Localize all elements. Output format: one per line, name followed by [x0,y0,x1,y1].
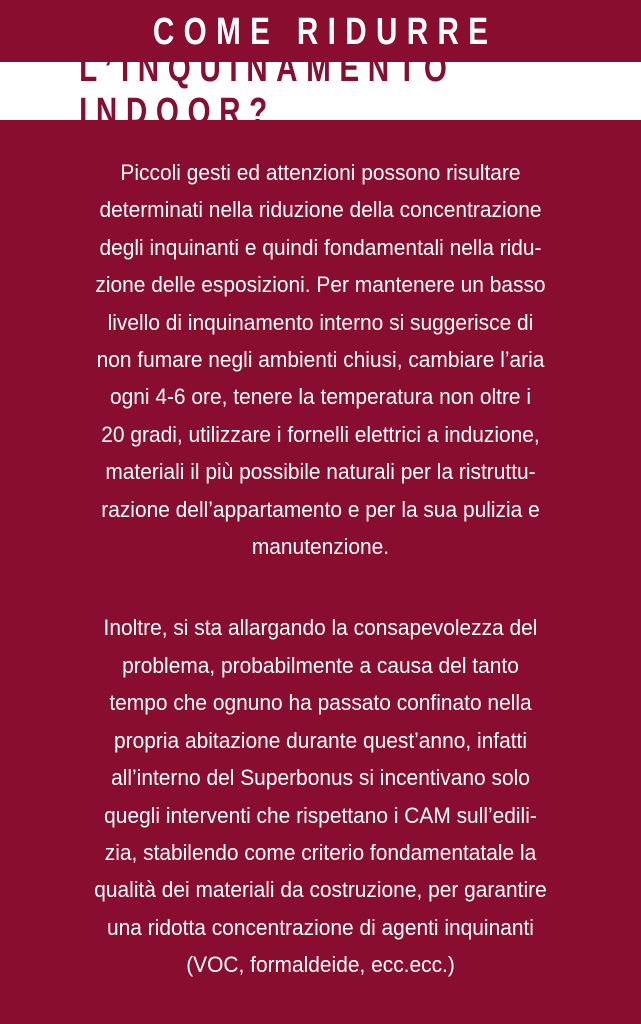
text-line: tempo che ognuno ha passato confinato nella [109,690,532,716]
paragraph-spacer [22,565,619,609]
text-line: problema, probabilmente a causa del tanto [122,652,519,678]
text-line: all’interno del Superbonus si incentivano solo [111,765,530,791]
paragraph-1 [43,154,598,565]
text-line: zia, stabilendo come criterio fondamentatale la [104,839,537,865]
body-text [22,154,619,984]
text-line: propria abitazione durante quest’anno, infatti [114,727,527,753]
text-line: materiali il più possibile naturali per la ristruttu- [105,459,536,485]
title-line-2: L’INQUINAMENTO INDOOR? [79,48,456,133]
text-line: degli inquinanti e quindi fondamentali nella ridu- [99,234,542,260]
text-line: zione delle esposizioni. Per mantenere un basso [95,272,546,298]
text-line: 20 gradi, utilizzare i fornelli elettrici a induzione, [101,421,540,447]
text-line: una ridotta concentrazione di agenti inquinanti [107,914,534,940]
text-line: razione dell’appartamento e per la sua pulizia e [101,496,540,522]
text-line: qualità dei materiali da costruzione, per garantire [94,877,547,903]
text-line: quegli interventi che rispettano i CAM sull’edili- [104,802,537,828]
text-line: non fumare negli ambienti chiusi, cambiare l’aria [96,347,545,373]
text-line: manutenzione. [251,534,390,560]
paragraph-2 [43,609,598,983]
text-line: ogni 4-6 ore, tenere la temperatura non oltre i [109,384,532,410]
text-line: Inoltre, si sta allargando la consapevolezza del [103,615,538,641]
title-band [0,48,641,133]
text-line: (VOC, formaldeide, ecc.ecc.) [186,952,455,978]
title-line-1: COME RIDURRE [152,10,498,53]
text-line: livello di inquinamento interno si suggerisce di [107,309,534,335]
text-line: Piccoli gesti ed attenzioni possono risultare [120,160,521,185]
text-line: determinati nella riduzione della concentrazione [99,197,542,223]
